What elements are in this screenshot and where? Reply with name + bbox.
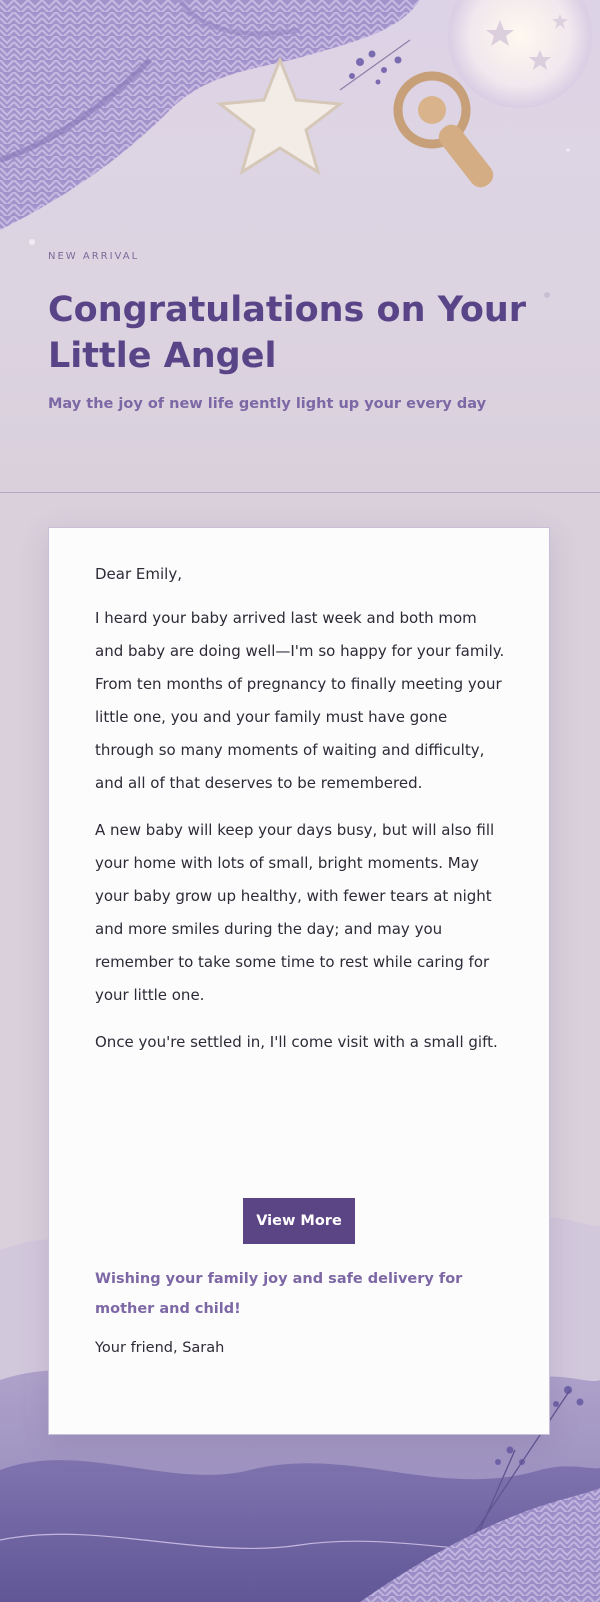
letter-paragraph: Once you're settled in, I'll come visit with a small gift.: [95, 1033, 498, 1051]
view-more-button[interactable]: View More: [243, 1198, 355, 1244]
letter-paragraph: A new baby will keep your days busy, but will also fill your home with lots of small, bright moments. May your baby grow up healthy, with fewer tears at night and more smiles during the day; and may you remember to take some time to rest while caring for your little one.: [95, 821, 495, 1004]
page-title: Congratulations on Your Little Angel: [48, 290, 527, 376]
eyebrow-label: NEW ARRIVAL: [48, 251, 140, 262]
letter-paragraph: I heard your baby arrived last week and both mom and baby are doing well—I'm so happy for your family. From ten months of pregnancy to finally meeting your little one, you and your family must have gone through so many moments of waiting and difficulty, and all of that deserves to be remembered.: [95, 609, 505, 792]
section-divider: [0, 492, 600, 493]
letter-body: [95, 558, 505, 1073]
letter-greeting: Dear Emily,: [95, 565, 182, 583]
signature: Your friend, Sarah: [95, 1340, 225, 1356]
page-subtitle: May the joy of new life gently light up your every day: [48, 396, 487, 412]
closing-wish: Wishing your family joy and safe delivery for mother and child!: [95, 1271, 463, 1317]
letter-card: [48, 527, 550, 1435]
